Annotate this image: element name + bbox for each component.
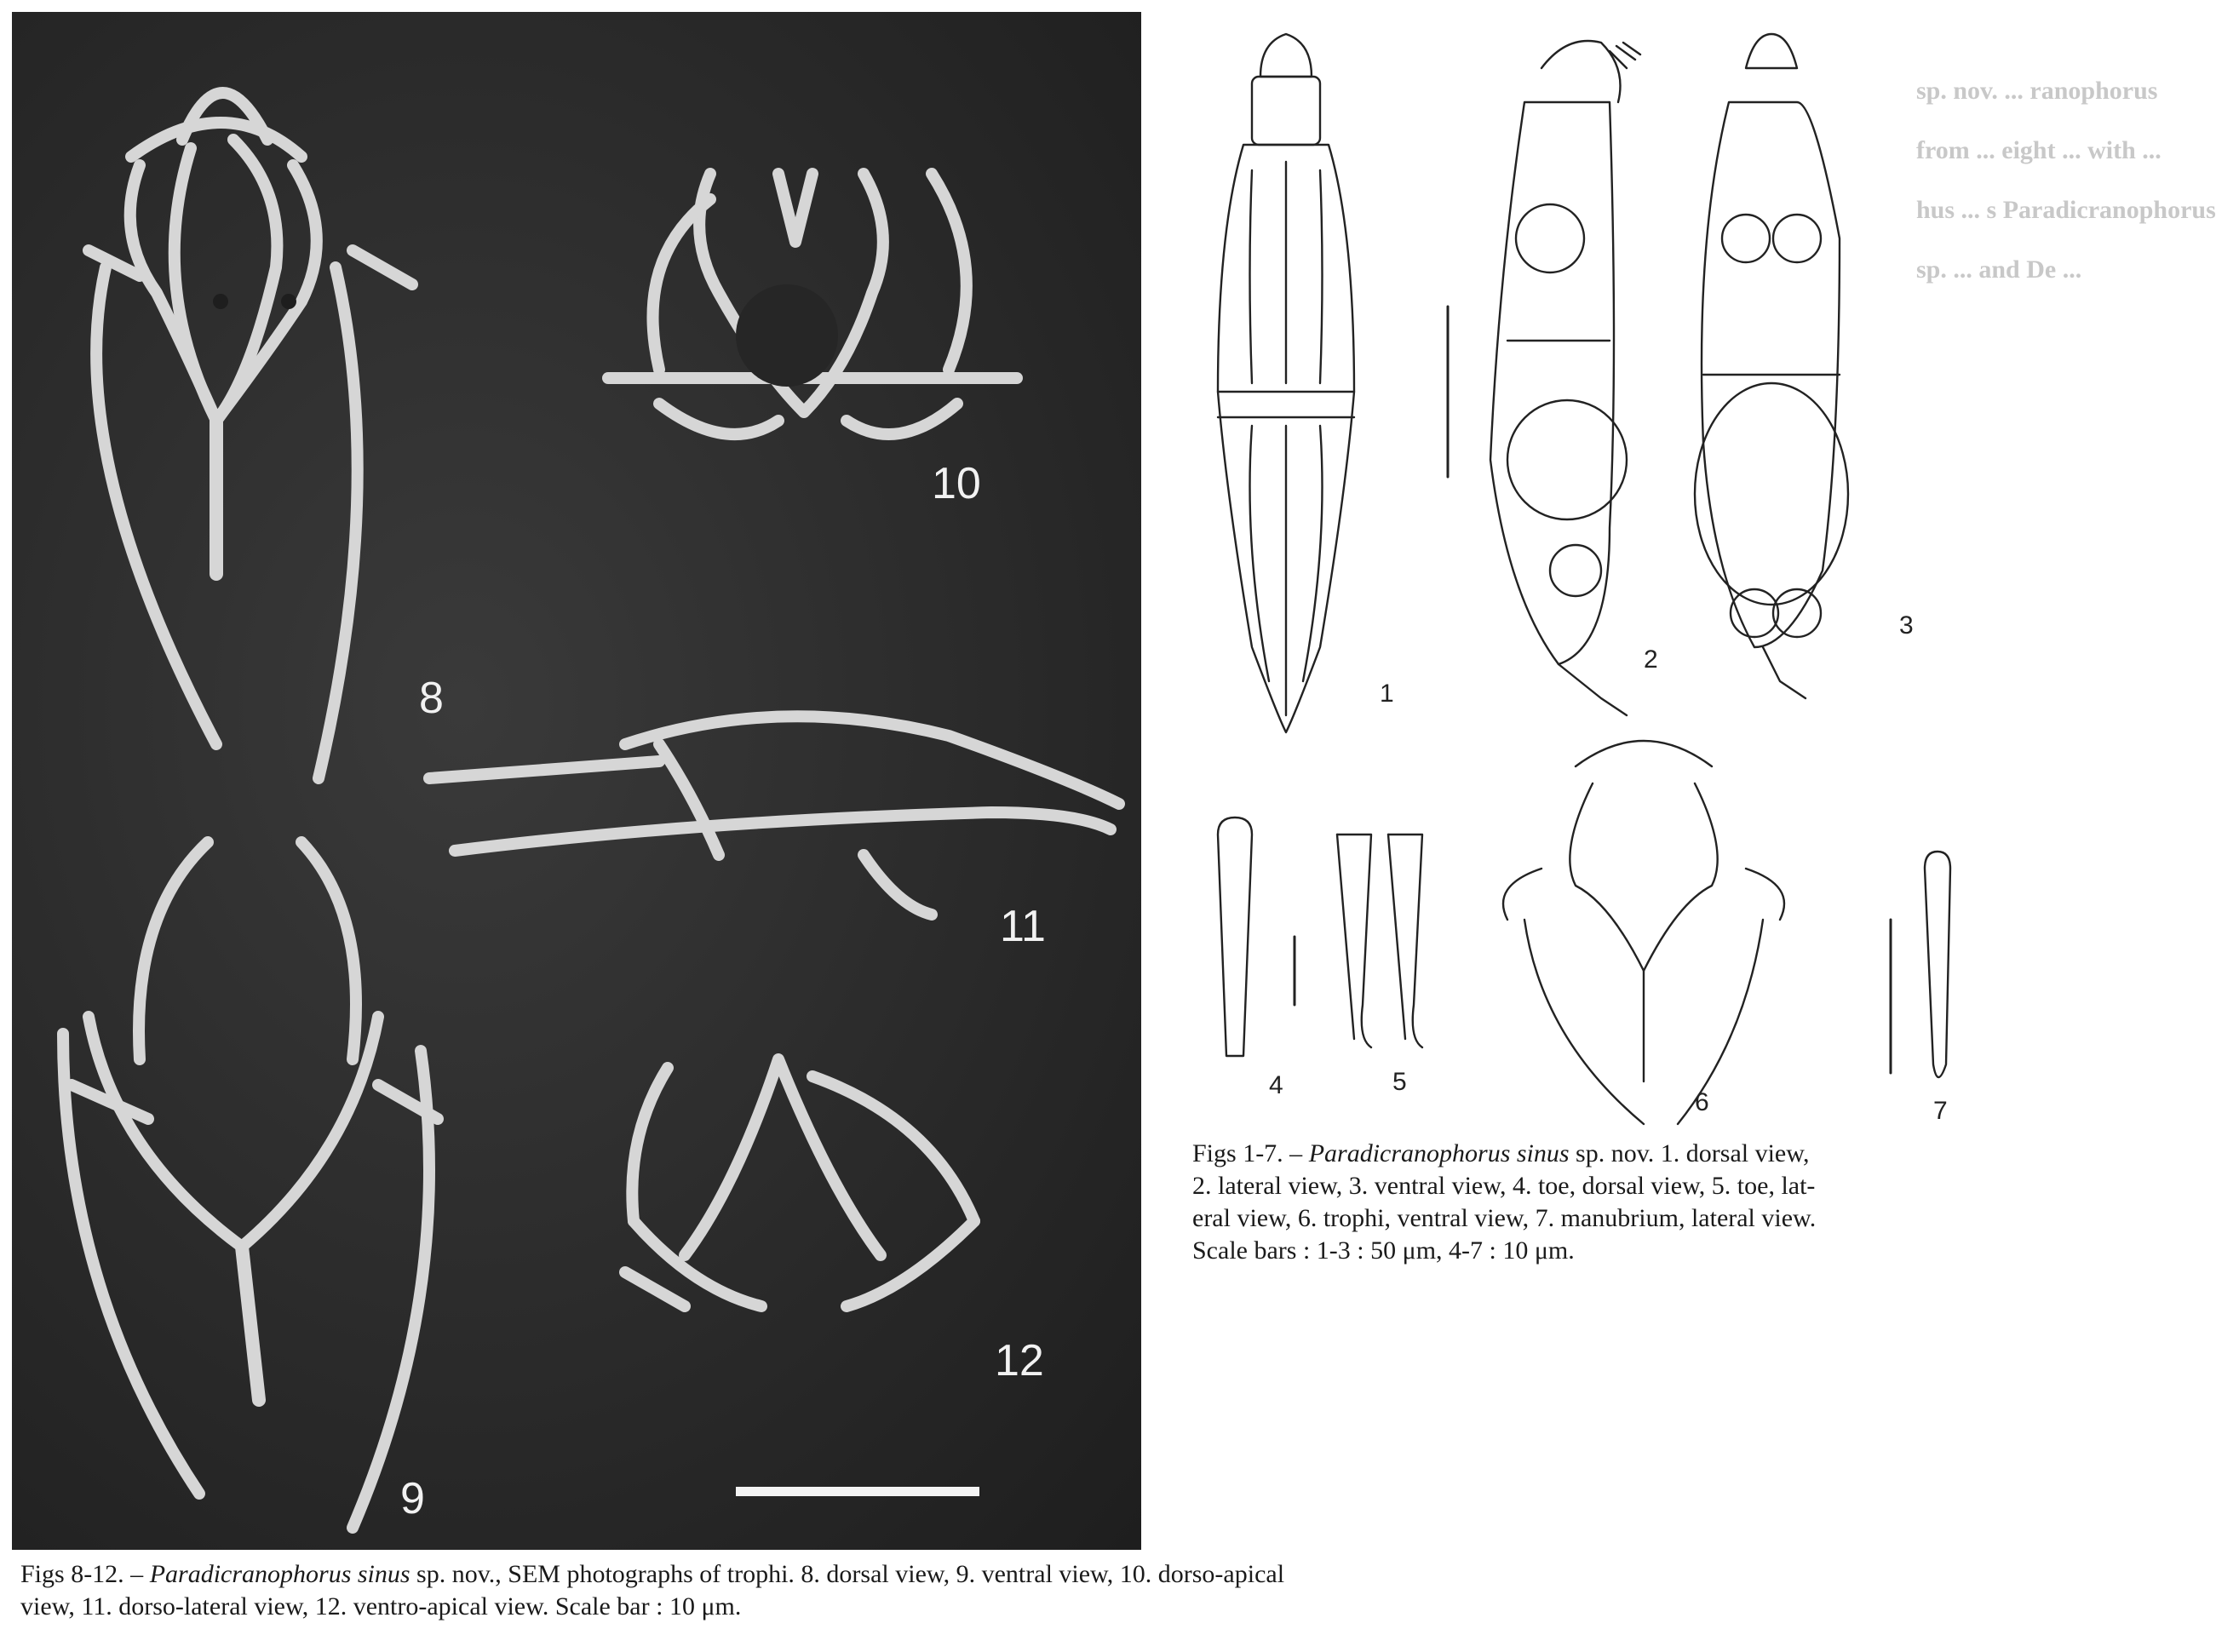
rotifer-drawings: [1167, 17, 2216, 1124]
fig8-trophi: [89, 93, 412, 778]
caption-bottom-species: Paradicranophorus sinus: [149, 1560, 410, 1588]
caption-bottom-line-1: Figs 8-12. – Paradicranophorus sinus sp. nov., SEM photographs of trophi. 8. dorsal view, 9. ventral view, 10. dorso-apical: [20, 1560, 1285, 1588]
sem-photograph-panel: [12, 12, 1141, 1550]
fig11-trophi: [429, 716, 1119, 915]
figs-1-7-caption: [1192, 1138, 1959, 1267]
fig-number-8: 8: [419, 674, 444, 723]
fig12-trophi: [625, 1059, 974, 1306]
fig-number-5: 5: [1392, 1068, 1407, 1096]
caption-right-line-2: 2. lateral view, 3. ventral view, 4. toe, dorsal view, 5. toe, lat-: [1192, 1172, 1816, 1200]
background-bleed-text-3: hus ... s Paradicranophorus: [1916, 196, 2216, 224]
background-bleed-text-1: sp. nov. ... ranophorus: [1916, 77, 2158, 105]
background-bleed-text-4: sp. ... and De ...: [1916, 255, 2082, 284]
fig-number-2: 2: [1644, 645, 1658, 674]
fig6-trophi-ventral: [1503, 741, 1784, 1124]
fig-number-4: 4: [1269, 1071, 1283, 1099]
fig-number-7: 7: [1933, 1097, 1948, 1125]
caption-right-species: Paradicranophorus sinus: [1308, 1139, 1570, 1167]
caption-right-line-4: Scale bars : 1-3 : 50 μm, 4-7 : 10 μm.: [1192, 1236, 1575, 1265]
fig-number-12: 12: [995, 1336, 1044, 1385]
fig1-dorsal-view: [1218, 34, 1354, 732]
fig5-toe-lateral: [1337, 835, 1422, 1047]
background-bleed-text-2: from ... eight ... with ...: [1916, 136, 2161, 164]
figs-8-12-caption: [20, 1558, 2064, 1623]
fig-number-1: 1: [1380, 680, 1394, 708]
sem-scale-bar: [736, 1487, 979, 1496]
fig9-trophi: [63, 842, 438, 1528]
caption-right-line-1: Figs 1-7. – Paradicranophorus sinus sp. nov. 1. dorsal view,: [1192, 1139, 1810, 1167]
fig-number-11: 11: [1000, 902, 1046, 951]
fig-number-10: 10: [932, 459, 981, 508]
fig-number-6: 6: [1695, 1088, 1709, 1116]
fig-number-3: 3: [1899, 611, 1914, 640]
fig2-lateral-view: [1490, 41, 1640, 715]
line-drawings-area: [1167, 17, 2216, 1125]
caption-right-line-3: eral view, 6. trophi, ventral view, 7. manubrium, lateral view.: [1192, 1204, 1817, 1232]
fig3-ventral-view: [1695, 34, 1848, 698]
fig4-toe-dorsal: [1218, 817, 1252, 1056]
fig7-manubrium: [1925, 852, 1950, 1077]
sem-trophi-illustration: [12, 12, 1141, 1550]
caption-bottom-line-2: view, 11. dorso-lateral view, 12. ventro-apical view. Scale bar : 10 μm.: [20, 1592, 742, 1620]
fig-number-9: 9: [400, 1474, 425, 1523]
